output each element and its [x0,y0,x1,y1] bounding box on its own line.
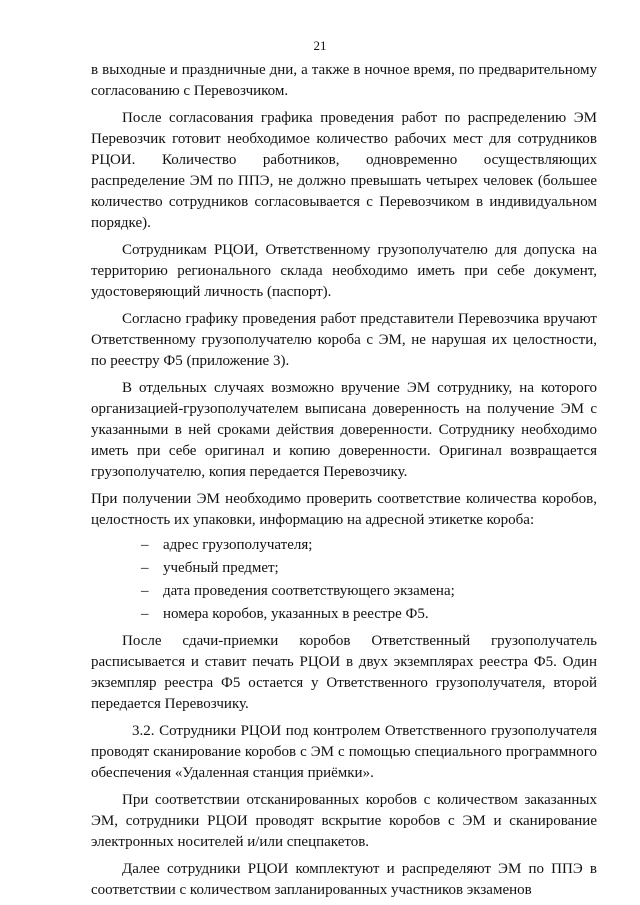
dash-marker: – [141,537,149,553]
list-item-text: учебный предмет; [163,560,279,576]
list-item [91,558,597,579]
paragraph-working-time: в выходные и праздничные дни, а также в ночное время, по предварительному согласованию с Перевозчиком. [91,62,597,99]
paragraph-opening: При соответствии отсканированных коробов с количеством заказанных ЭМ, сотрудники РЦОИ проводят вскрытие коробов с ЭМ и сканирование электронных носителей и/или спецпакетов. [91,792,597,850]
check-list [91,535,597,625]
list-item-text: дата проведения соответствующего экзамена; [163,583,455,599]
paragraph-check: При получении ЭМ необходимо проверить соответствие количества коробов, целостность их упаковки, информацию на адресной этикетке короба: [91,491,597,528]
list-item-text: номера коробов, указанных в реестре Ф5. [163,606,429,622]
paragraph-signature: После сдачи-приемки коробов Ответственный грузополучатель расписывается и ставит печать РЦОИ в двух экземплярах реестра Ф5. Один экземпляр реестра Ф5 остается у Ответственного грузополучателя, второй передается Перевозчику. [91,633,597,712]
dash-marker: – [141,606,149,622]
paragraph-handover: Согласно графику проведения работ представители Перевозчика вручают Ответственному грузополучателю короба с ЭМ, не нарушая их целостности, по реестру Ф5 (приложение 3). [91,311,597,369]
paragraph-section-3-2: 3.2. Сотрудники РЦОИ под контролем Ответственного грузополучателя проводят сканирование коробов с ЭМ с помощью специального программного обеспечения «Удаленная станция приёмки». [91,723,597,781]
list-item [91,535,597,556]
paragraph-proxy: В отдельных случаях возможно вручение ЭМ сотруднику, на которого организацией-грузополучателем выписана доверенность на получение ЭМ с указанными в ней сроками действия доверенности. Сотруднику необходимо иметь при себе оригинал и копию доверенности. Оригинал возвращается грузополучателю, копия передается Перевозчику. [91,380,597,480]
paragraph-workplaces: После согласования графика проведения работ по распределению ЭМ Перевозчик готовит необходимое количество рабочих мест для сотрудников РЦОИ. Количество работников, одновременно осуществляющих распределение ЭМ по ППЭ, не должно превышать четырех человек (большее количество сотрудников согласовывается с Перевозчиком в индивидуальном порядке). [91,110,597,231]
page-content [91,60,597,901]
paragraph-access: Сотрудникам РЦОИ, Ответственному грузополучателю для допуска на территорию регионального склада необходимо иметь при себе документ, удостоверяющий личность (паспорт). [91,242,597,300]
list-item-text: адрес грузополучателя; [163,537,313,553]
list-item [91,604,597,625]
list-item [91,581,597,602]
dash-marker: – [141,560,149,576]
paragraph-distribution: Далее сотрудники РЦОИ комплектуют и распределяют ЭМ по ППЭ в соответствии с количеством запланированных участников экзаменов [91,861,597,898]
page-number: 21 [313,38,327,53]
dash-marker: – [141,583,149,599]
